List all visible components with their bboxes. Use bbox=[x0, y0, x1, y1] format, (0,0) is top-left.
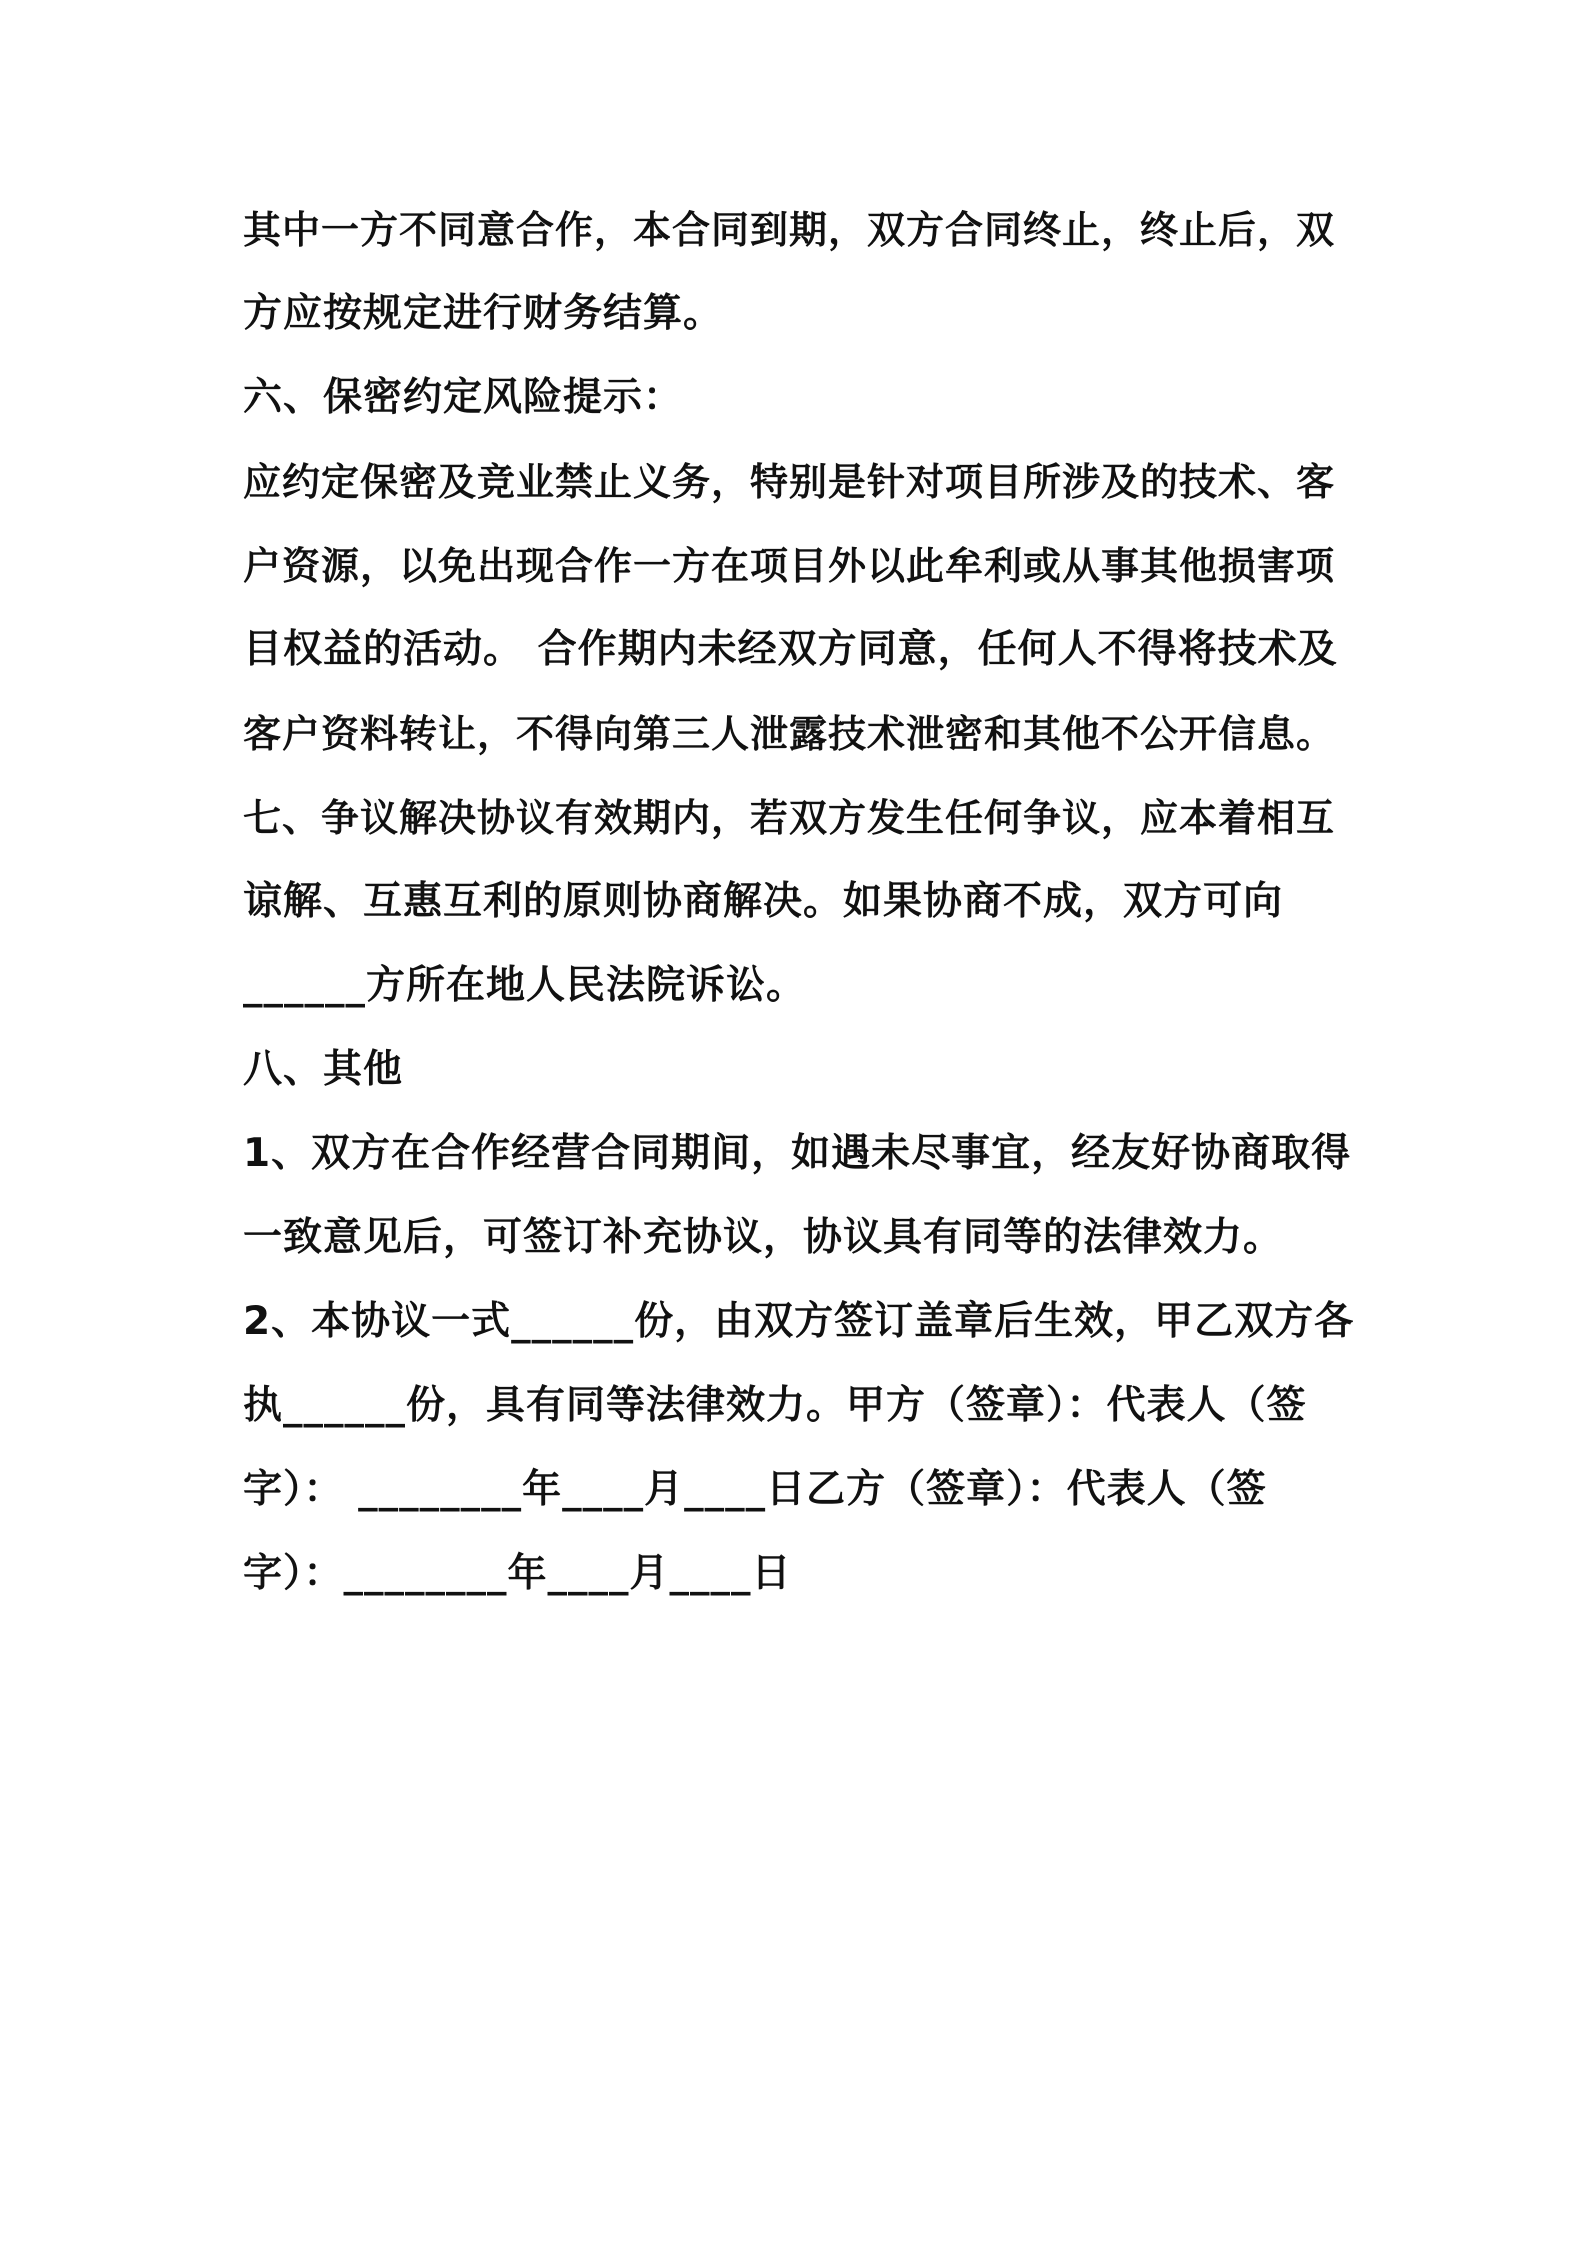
text-line: ______方所在地人民法院诉讼。 bbox=[243, 963, 807, 1008]
text-line: 执______份，具有同等法律效力。甲方（签章）：代表人（签 bbox=[243, 1383, 1307, 1428]
text-line: 方应按规定进行财务结算。 bbox=[243, 291, 724, 336]
signature-line: 字）： ________年____月____日乙方（签章）：代表人（签 bbox=[243, 1467, 1267, 1512]
section-heading-dispute: 七、争议解决协议有效期内，若双方发生任何争议，应本着相互 bbox=[243, 796, 1336, 840]
text-line: 2、本协议一式______份，由双方签订盖章后生效，甲乙双方各 bbox=[243, 1299, 1355, 1344]
text-line: 其中一方不同意合作，本合同到期，双方合同终止，终止后，双 bbox=[243, 208, 1336, 252]
text-line: 谅解、互惠互利的原则协商解决。如果协商不成，双方可向 bbox=[243, 879, 1284, 924]
section-heading-other: 八、其他 bbox=[243, 1047, 404, 1092]
text-line: 一致意见后，可签订补充协议，协议具有同等的法律效力。 bbox=[243, 1215, 1284, 1260]
text-line: 应约定保密及竞业禁止义务，特别是针对项目所涉及的技术、客 bbox=[243, 460, 1336, 504]
text-line: 客户资料转让，不得向第三人泄露技术泄密和其他不公开信息。 bbox=[243, 712, 1336, 756]
section-heading-confidentiality: 六、保密约定风险提示： bbox=[243, 375, 684, 420]
signature-line: 字）：________年____月____日 bbox=[243, 1551, 792, 1596]
text-line: 户资源，以免出现合作一方在项目外以此牟利或从事其他损害项 bbox=[243, 544, 1336, 588]
text-line: 1、双方在合作经营合同期间，如遇未尽事宜，经友好协商取得 bbox=[243, 1131, 1352, 1176]
text-line: 目权益的活动。 合作期内未经双方同意，任何人不得将技术及 bbox=[243, 627, 1338, 672]
document-body bbox=[243, 188, 1355, 1616]
